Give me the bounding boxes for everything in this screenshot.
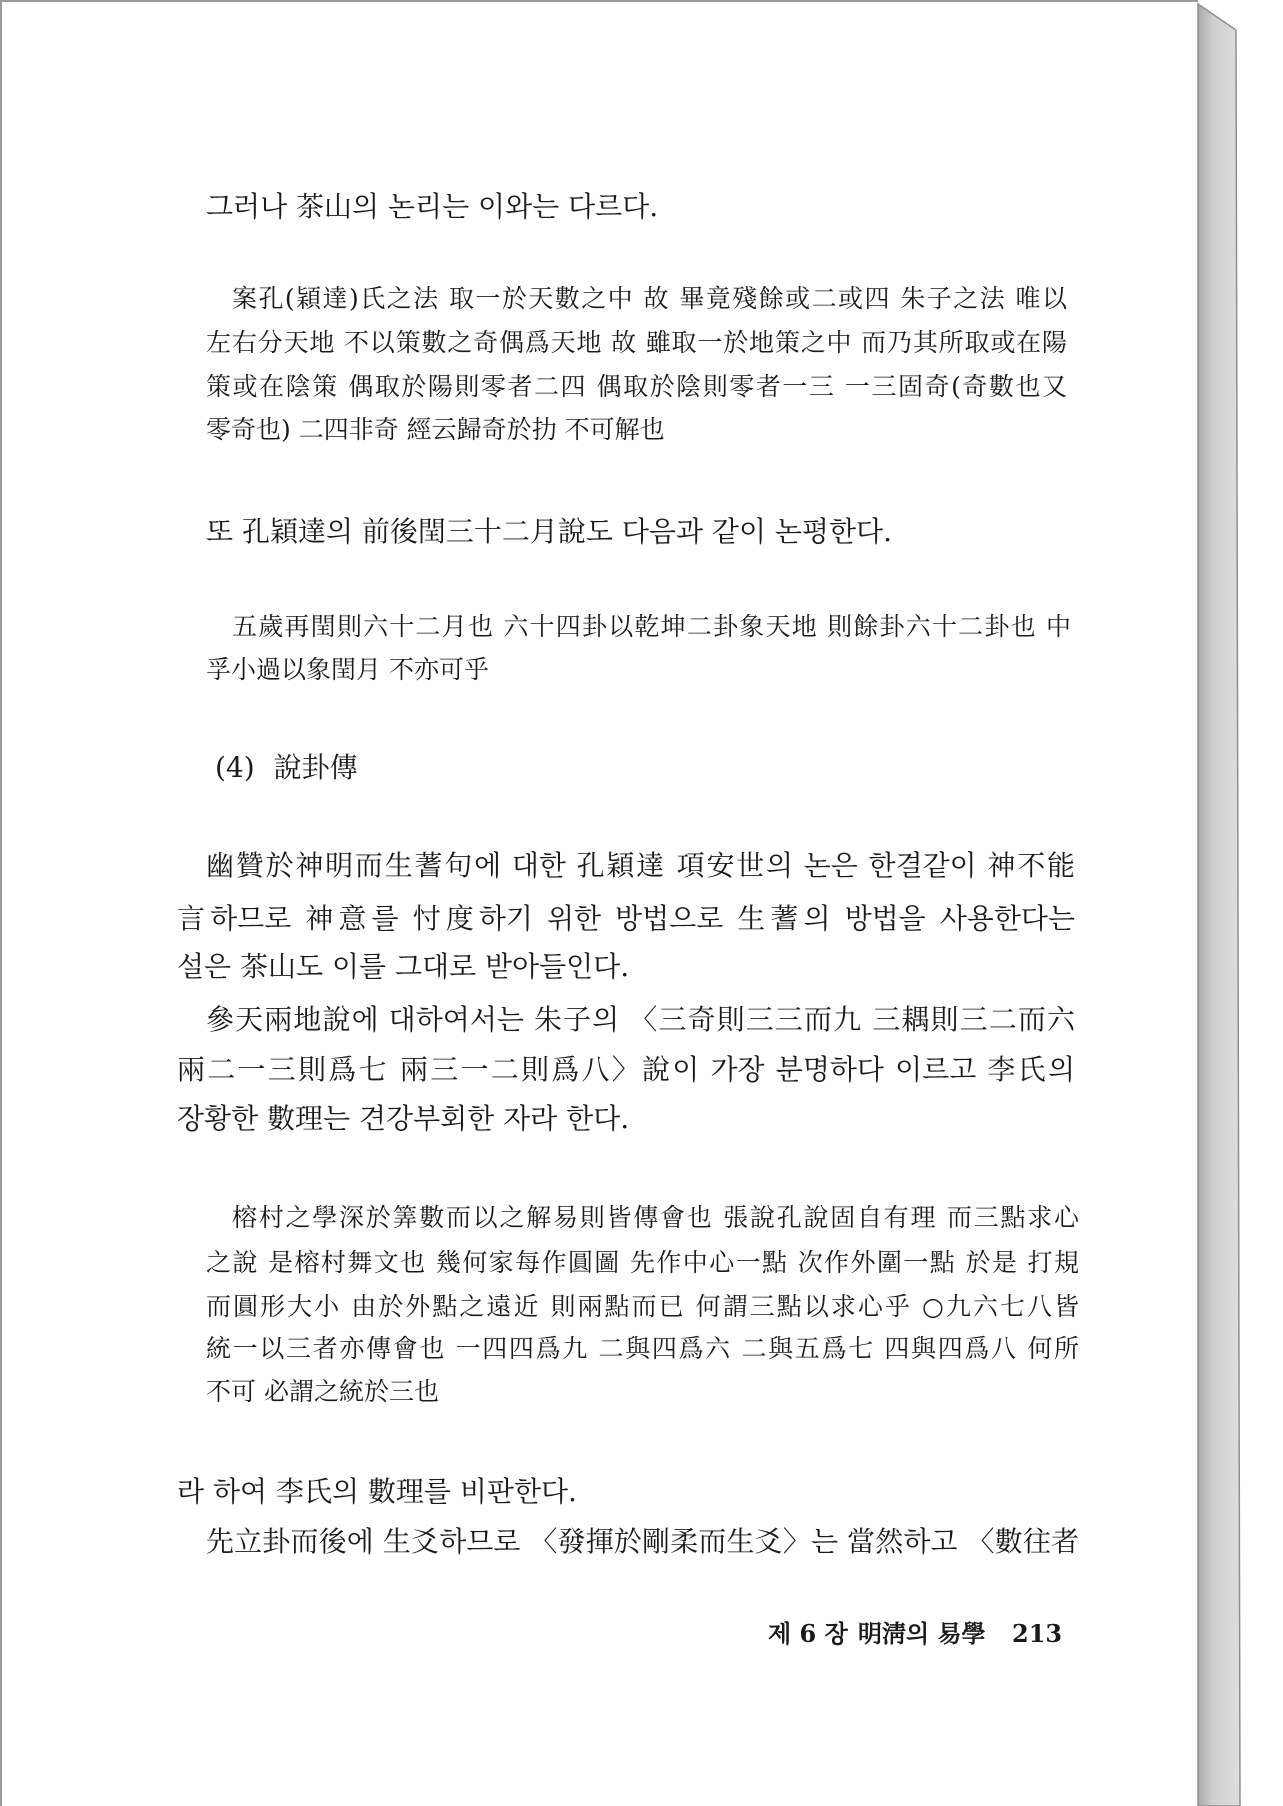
quote-2-line: 孚小過以象閏月 不亦可乎 [206,655,489,684]
quote-1-line: 案孔(穎達)氏之法 取一於天數之中 故 畢竟殘餘或二或四 朱子之法 唯以 [232,284,1067,313]
quote-1-line: 左右分天地 不以策數之奇偶爲天地 故 雖取一於地策之中 而乃其所取或在陽 [206,328,1067,357]
page-edge [1190,0,1250,1806]
closing-line: 先立卦而後에 生爻하므로 〈發揮於剛柔而生爻〉는 當然하고 〈數往者 [206,1525,1079,1558]
quote-2-line: 五歲再閏則六十二月也 六十四卦以乾坤二卦象天地 則餘卦六十二卦也 中 [232,612,1071,641]
closing-line: 라 하여 李氏의 數理를 비판한다. [177,1475,577,1508]
section-heading: (4) 說卦傳 [215,751,358,784]
quote-3-line: 統一以三者亦傳會也 一四四爲九 二與四爲六 二與五爲七 四與四爲八 何所 [206,1334,1079,1363]
quote-3-line: 不可 必謂之統於三也 [206,1377,439,1406]
commentary-line: 또 孔穎達의 前後閏三十二月說도 다음과 같이 논평한다. [206,515,892,548]
paragraph-line: 설은 茶山도 이를 그대로 받아들인다. [177,950,630,983]
footer-title: 明淸의 易學 [858,1619,986,1648]
paragraph-line: 幽贊於神明而生蓍句에 대한 孔穎達 項安世의 논은 한결같이 神不能 [206,849,1075,882]
intro-line: 그러나 茶山의 논리는 이와는 다르다. [206,190,659,223]
footer-chapter: 제 6 장 [768,1619,848,1648]
quote-3-line: 榕村之學深於筭數而以之解易則皆傳會也 張說孔說固自有理 而三點求心 [232,1203,1079,1232]
quote-1-line: 策或在陰策 偶取於陽則零者二四 偶取於陰則零者一三 一三固奇(奇數也又 [206,372,1067,401]
paragraph-line: 參天兩地說에 대하여서는 朱子의 〈三奇則三三而九 三耦則三二而六 [206,1003,1075,1036]
quote-3-line: 而圓形大小 由於外點之遠近 則兩點而已 何謂三點以求心乎 ○九六七八皆 [206,1292,1079,1321]
page-number: 213 [1012,1619,1063,1648]
paragraph-line: 장황한 數理는 견강부회한 자라 한다. [177,1102,630,1135]
quote-3-line: 之說 是榕村舞文也 幾何家每作圓圖 先作中心一點 次作外圍一點 於是 打規 [206,1248,1079,1277]
quote-1-line: 零奇也) 二四非奇 經云歸奇於扐 不可解也 [206,415,665,444]
paragraph-line: 兩二一三則爲七 兩三一二則爲八〉說이 가장 분명하다 이르고 李氏의 [177,1053,1075,1086]
paragraph-line: 言하므로 神意를 忖度하기 위한 방법으로 生蓍의 방법을 사용한다는 [177,902,1075,935]
